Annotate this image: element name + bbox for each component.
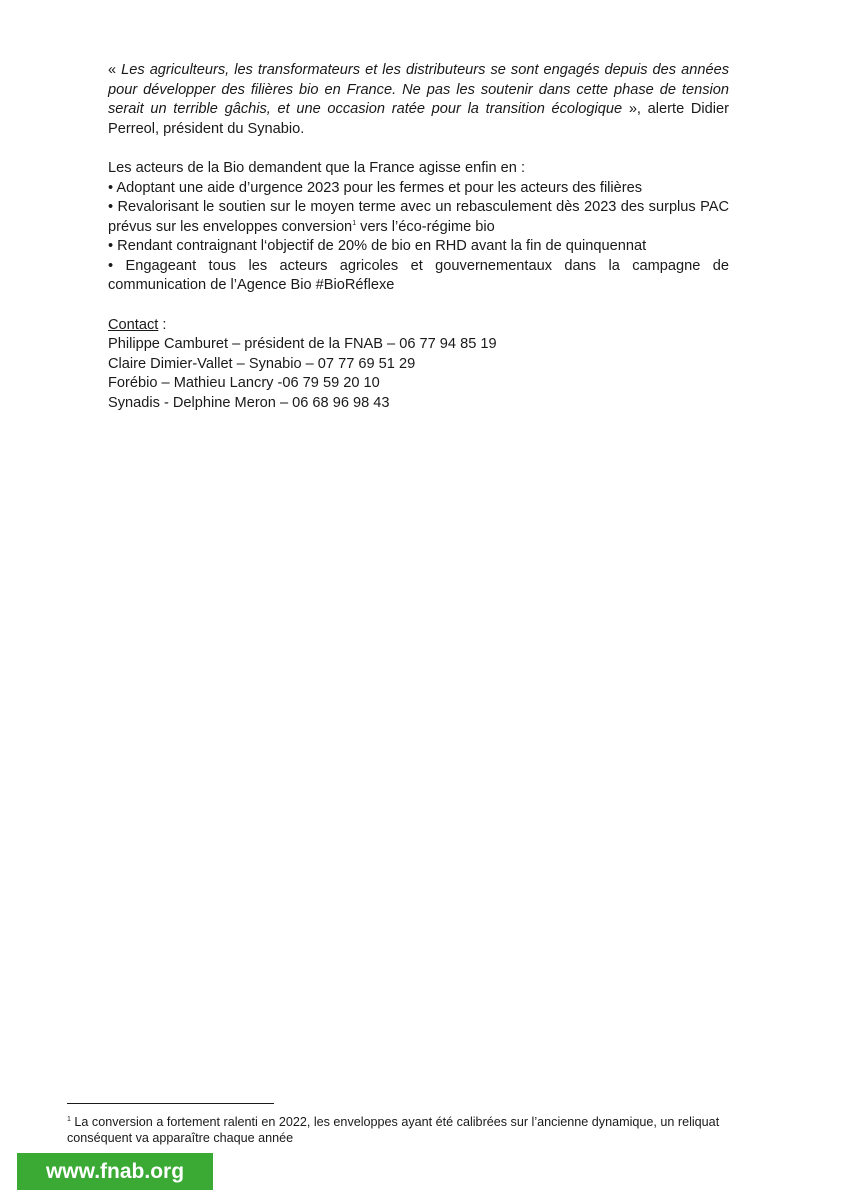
quote-attribution: », alerte Didier Perreol, président du Synabio. [108, 101, 729, 137]
footnote-text: La conversion a fortement ralenti en 2022, les enveloppes ayant été calibrées sur l’ancienne dynamique, un reliquat conséquent va apparaître chaque année [67, 1115, 720, 1145]
document-body [108, 61, 729, 413]
quote-text: Les agriculteurs, les transformateurs et les distributeurs se sont engagés depuis des années pour développer des filières bio en France. Ne pas les soutenir dans cette phase de tension serait un terrible gâchis, et une occasion ratée pour la transition écologique [108, 62, 729, 117]
demand-text: Engageant tous les acteurs agricoles et gouvernementaux dans la campagne de communication de l’Agence Bio #BioRéflexe [108, 257, 729, 293]
demand-text: Rendant contraignant l‘objectif de 20% de bio en RHD avant la fin de quinquennat [117, 238, 647, 254]
footnote-number: 1 [67, 1115, 71, 1123]
contact-line: Forébio – Mathieu Lancry -06 79 59 20 10 [108, 375, 380, 391]
bullet-icon: • [108, 238, 114, 254]
contact-heading-line [108, 316, 729, 336]
demand-text: vers l’éco-régime bio [356, 218, 495, 235]
footnote [67, 1114, 747, 1146]
contact-line: Claire Dimier-Vallet – Synabio – 07 77 69 51 29 [108, 355, 416, 372]
quote-open: « [108, 62, 122, 78]
demand-text: Adoptant une aide d’urgence 2023 pour les fermes et pour les acteurs des filières [116, 179, 643, 196]
website-badge[interactable]: www.fnab.org [17, 1153, 213, 1190]
contact-line: Philippe Camburet – président de la FNAB – 06 77 94 85 19 [108, 336, 497, 352]
contact-heading: Contact [108, 316, 159, 333]
list-item [108, 198, 729, 237]
bullet-icon: • [108, 199, 114, 215]
bullet-icon: • [108, 179, 114, 196]
list-item [108, 237, 729, 257]
demands-intro: Les acteurs de la Bio demandent que la France agisse enfin en : [108, 160, 525, 176]
contact-section [108, 316, 729, 414]
footnote-reference[interactable]: 1 [352, 219, 357, 227]
bullet-icon: • [108, 257, 114, 274]
quote-paragraph [108, 61, 729, 139]
demands-section [108, 159, 729, 296]
footnote-divider [67, 1103, 274, 1104]
contact-heading-suffix: : [158, 316, 167, 333]
demands-list [108, 179, 729, 296]
contact-line: Synadis - Delphine Meron – 06 68 96 98 43 [108, 394, 390, 411]
demand-text: Revalorisant le soutien sur le moyen terme avec un rebasculement dès 2023 des surplus PAC prévus sur les enveloppes conversion [108, 199, 729, 235]
list-item [108, 257, 729, 296]
list-item [108, 179, 729, 199]
